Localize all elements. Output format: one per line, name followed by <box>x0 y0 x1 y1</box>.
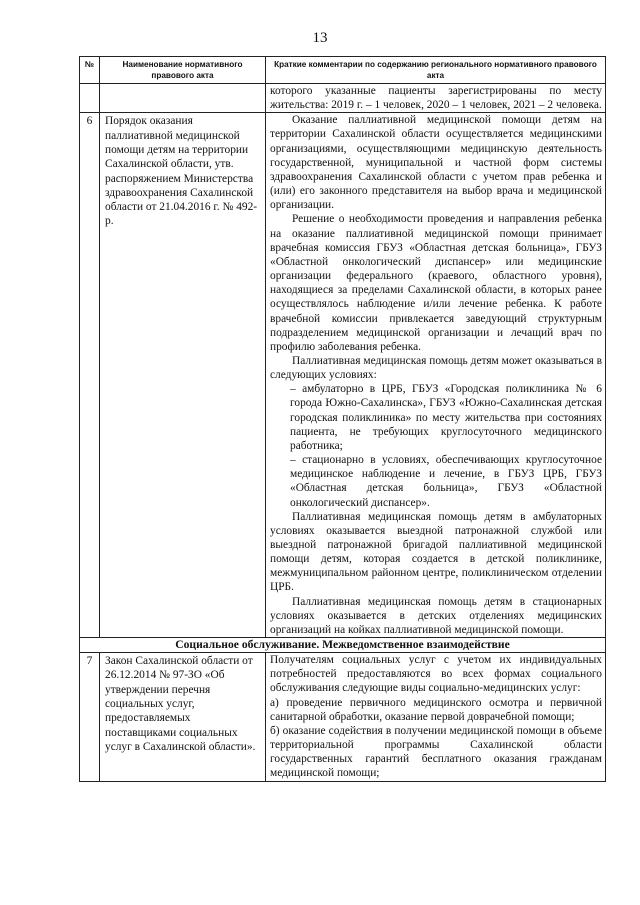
row-number-cell <box>80 84 100 113</box>
section-title: Социальное обслуживание. Межведомственное взаимодействие <box>80 638 606 653</box>
comment-paragraph: Паллиативная медицинская помощь детям в стационарных условиях оказывается в детских отделениях медицинских организаций на койках паллиативной медицинской помощи. <box>270 595 602 636</box>
comment-paragraph: Паллиативная медицинская помощь детям может оказываться в следующих условиях: <box>270 354 602 382</box>
comment-paragraph: Получателям социальных услуг с учетом их индивидуальных потребностей предоставляются во всех формах социального обслуживания следующие виды социально-медицинских услуг: <box>270 654 602 695</box>
comment-paragraph: Решение о необходимости проведения и направления ребенка на оказание паллиативной медицинской помощи принимает врачебная комиссия ГБУЗ «Областная детская больница», ГБУЗ «Областной онкологический диспансер» или медицинские организации федерального (краевого, областного уровня), находящиеся за пределами Сахалинской области, в которых ранее осуществлялось наблюдение и/или лечение ребенка. К работе врачебной комиссии привлекается заведующий структурным подразделением медицинской организации и лечащий врач по профилю заболевания ребенка. <box>270 213 602 353</box>
comment-list-item: – стационарно в условиях, обеспечивающих круглосуточное медицинское наблюдение и лечение, в ГБУЗ ЦРБ, ГБУЗ «Областная детская больница», ГБУЗ «Областной онкологический диспансер». <box>290 454 602 509</box>
regulatory-acts-table <box>79 56 606 782</box>
row-name-cell: Порядок оказания паллиативной медицинской помощи детям на территории Сахалинской области, утв. распоряжением Министерства здравоохранения Сахалинской области от 21.04.2016 г. № 492-р. <box>100 113 266 638</box>
row-comment-cell <box>266 113 606 638</box>
comment-paragraph: Паллиативная медицинская помощь детям в амбулаторных условиях оказывается выездной патронажной службой или выездной патронажной бригадой паллиативной медицинской помощи детям, которая создается в детской поликлинике, межмуниципальном районном центре, поликлиническом отделении ЦРБ. <box>270 510 602 594</box>
table-row <box>80 653 606 781</box>
table-row <box>80 113 606 638</box>
row-name-cell <box>100 84 266 113</box>
header-act-name: Наименование нормативного правового акта <box>100 57 266 84</box>
comment-paragraph: а) проведение первичного медицинского осмотра и первичной санитарной обработки, оказание первой доврачебной помощи; <box>270 696 602 723</box>
row-name-cell: Закон Сахалинской области от 26.12.2014 № 97-ЗО «Об утверждении перечня социальных услуг, предоставляемых поставщиками социальных услуг в Сахалинской области». <box>100 653 266 781</box>
header-number: № <box>80 57 100 84</box>
row-comment-cell: которого указанные пациенты зарегистрированы по месту жительства: 2019 г. – 1 человек, 2020 – 1 человек, 2021 – 2 человека. <box>266 84 606 113</box>
table-row <box>80 84 606 113</box>
row-number-cell: 7 <box>80 653 100 781</box>
row-comment-cell <box>266 653 606 781</box>
comment-paragraph: б) оказание содействия в получении медицинской помощи в объеме территориальной программы Сахалинской области государственных гарантий бесплатного оказания гражданам медицинской помощи; <box>270 724 602 780</box>
section-header-row <box>80 638 606 653</box>
comment-list-item: – амбулаторно в ЦРБ, ГБУЗ «Городская поликлиника № 6 города Южно-Сахалинска», ГБУЗ «Южно-Сахалинская детская городская поликлиника» по месту жительства при состояниях пациента, не требующих круглосуточного медицинского работника; <box>290 383 602 452</box>
header-comments: Краткие комментарии по содержанию регионального нормативного правового акта <box>266 57 606 84</box>
row-number-cell: 6 <box>80 113 100 638</box>
comment-paragraph: Оказание паллиативной медицинской помощи детям на территории Сахалинской области осуществляется медицинскими организациями, осуществляющими медицинскую деятельность государственной, муниципальной и частной форм системы здравоохранения Сахалинской области с учетом прав ребенка и (или) его законного представителя на выбор врача и медицинской организации. <box>270 114 602 212</box>
table-header-row <box>80 57 606 84</box>
page-number: 13 <box>312 30 328 46</box>
